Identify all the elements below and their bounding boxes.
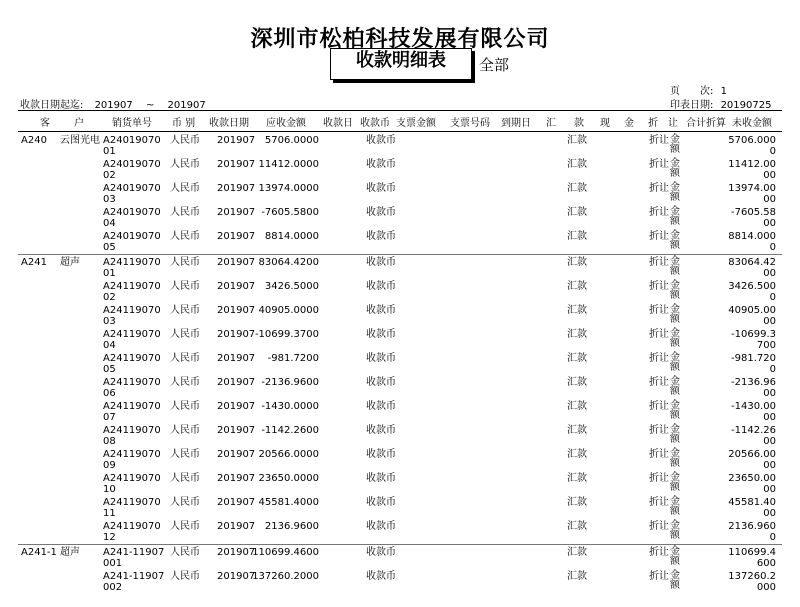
remit-type: 汇款 (567, 473, 587, 484)
receipt-currency: 收款币 (366, 231, 396, 242)
discount-label-b: 金额 (670, 496, 680, 517)
remit-type: 汇款 (567, 449, 587, 460)
remit-type: 汇款 (567, 159, 587, 170)
discount-label-a: 折让 (649, 329, 669, 340)
doc-number: A241-11907002 (103, 571, 165, 593)
doc-number: A2411907002 (103, 281, 161, 303)
discount-label-b: 金额 (670, 570, 680, 591)
doc-number: A2411907011 (103, 497, 161, 519)
unreceived-amount: 23650.0000 (728, 473, 776, 495)
unreceived-amount: -7605.5800 (731, 207, 776, 229)
discount-label-b: 金额 (670, 546, 680, 567)
currency: 人民币 (170, 207, 200, 218)
discount-label-b: 金额 (670, 352, 680, 373)
receipt-date: 201907 (217, 521, 256, 532)
currency: 人民币 (170, 231, 200, 242)
col-currency: 币 别 (172, 118, 196, 129)
receivable-amount: 20566.0000 (258, 449, 319, 460)
remit-type: 汇款 (567, 305, 587, 316)
discount-label-a: 折让 (649, 521, 669, 532)
col-receipt-day: 收款日 (323, 118, 353, 129)
receipt-currency: 收款币 (366, 183, 396, 194)
doc-number: A2401907002 (103, 159, 161, 181)
company-name: 深圳市松柏科技发展有限公司 (250, 26, 550, 52)
customer-name: 云图光电 (60, 135, 100, 146)
currency: 人民币 (170, 425, 200, 436)
unreceived-amount: 3426.5000 (728, 281, 776, 303)
receipt-date: 201907 (217, 231, 256, 242)
currency: 人民币 (170, 353, 200, 364)
group-divider (18, 254, 782, 255)
discount-label-b: 金额 (670, 134, 680, 155)
discount-label-a: 折让 (649, 183, 669, 194)
receipt-date: 201907 (217, 159, 256, 170)
currency: 人民币 (170, 305, 200, 316)
currency: 人民币 (170, 547, 200, 558)
col-total-discount: 合计折算 (686, 118, 726, 129)
unreceived-amount: -2136.9600 (731, 377, 776, 399)
discount-label-b: 金额 (670, 328, 680, 349)
receipt-date: 201907 (217, 353, 256, 364)
col-receipt-date: 收款日期 (209, 118, 249, 129)
receipt-date: 201907 (217, 207, 256, 218)
discount-label-b: 金额 (670, 400, 680, 421)
unreceived-amount: 11412.0000 (728, 159, 776, 181)
receivable-amount: 11412.0000 (258, 159, 319, 170)
receipt-currency: 收款币 (366, 571, 396, 582)
unreceived-amount: 40905.0000 (728, 305, 776, 327)
discount-label-a: 折让 (649, 231, 669, 242)
discount-label-a: 折让 (649, 473, 669, 484)
receipt-currency: 收款币 (366, 329, 396, 340)
col-customer-2: 户 (74, 118, 84, 129)
remit-type: 汇款 (567, 257, 587, 268)
receivable-amount: 23650.0000 (258, 473, 319, 484)
currency: 人民币 (170, 497, 200, 508)
remit-type: 汇款 (567, 329, 587, 340)
discount-label-a: 折让 (649, 497, 669, 508)
remit-type: 汇款 (567, 547, 587, 558)
print-date-value: 20190725 (720, 100, 772, 111)
col-receivable: 应收金额 (266, 118, 306, 129)
unreceived-amount: -10699.3700 (731, 329, 776, 351)
receivable-amount: 13974.0000 (258, 183, 319, 194)
currency: 人民币 (170, 449, 200, 460)
receipt-date: 201907 (217, 401, 256, 412)
report-scope: 全部 (479, 56, 510, 74)
discount-label-b: 金额 (670, 256, 680, 277)
customer-code: A240 (21, 135, 47, 146)
header-rule-top (18, 110, 782, 111)
doc-number: A2401907005 (103, 231, 161, 253)
date-range (20, 96, 206, 111)
currency: 人民币 (170, 521, 200, 532)
currency: 人民币 (170, 473, 200, 484)
date-range-to: 201907 (167, 100, 206, 111)
doc-number: A2411907007 (103, 401, 161, 423)
col-doc-no: 销货单号 (112, 118, 152, 129)
discount-label-b: 金额 (670, 520, 680, 541)
receipt-currency: 收款币 (366, 353, 396, 364)
receipt-date: 201907 (217, 281, 256, 292)
discount-label-a: 折让 (649, 281, 669, 292)
receivable-amount: 45581.4000 (258, 497, 319, 508)
col-remit-2: 款 (574, 118, 584, 129)
page-number (670, 82, 727, 97)
receivable-amount: 83064.4200 (258, 257, 319, 268)
receipt-currency: 收款币 (366, 449, 396, 460)
discount-label-b: 金额 (670, 280, 680, 301)
receipt-currency: 收款币 (366, 159, 396, 170)
date-range-from: 201907 (94, 100, 133, 111)
receivable-amount: -981.7200 (267, 353, 319, 364)
unreceived-amount: 8814.0000 (728, 231, 776, 253)
col-remit-3: 现 (600, 118, 610, 129)
receipt-date: 201907 (217, 473, 256, 484)
receipt-currency: 收款币 (366, 521, 396, 532)
doc-number: A2401907001 (103, 135, 161, 157)
doc-number: A2411907012 (103, 521, 161, 543)
group-divider (18, 544, 782, 545)
remit-type: 汇款 (567, 231, 587, 242)
currency: 人民币 (170, 377, 200, 388)
receipt-currency: 收款币 (366, 281, 396, 292)
currency: 人民币 (170, 329, 200, 340)
unreceived-amount: 2136.9600 (728, 521, 776, 543)
remit-type: 汇款 (567, 207, 587, 218)
receipt-currency: 收款币 (366, 401, 396, 412)
customer-name: 超声 (60, 257, 80, 268)
receivable-amount: -1142.2600 (261, 425, 319, 436)
receipt-date: 201907 (217, 497, 256, 508)
receipt-date: 201907 (217, 547, 256, 558)
remit-type: 汇款 (567, 521, 587, 532)
col-unreceived: 未收金额 (732, 118, 772, 129)
unreceived-amount: 13974.0000 (728, 183, 776, 205)
currency: 人民币 (170, 159, 200, 170)
receivable-amount: -1430.0000 (261, 401, 319, 412)
receipt-date: 201907 (217, 305, 256, 316)
unreceived-amount: 83064.4200 (728, 257, 776, 279)
currency: 人民币 (170, 281, 200, 292)
col-customer-1: 客 (40, 118, 50, 129)
discount-label-b: 金额 (670, 448, 680, 469)
doc-number: A2411907001 (103, 257, 161, 279)
doc-number: A2411907008 (103, 425, 161, 447)
discount-label-b: 金额 (670, 472, 680, 493)
receipt-currency: 收款币 (366, 135, 396, 146)
receivable-amount: 5706.0000 (264, 135, 319, 146)
doc-number: A2411907003 (103, 305, 161, 327)
remit-type: 汇款 (567, 425, 587, 436)
receipt-currency: 收款币 (366, 547, 396, 558)
page-value: 1 (720, 86, 727, 97)
receipt-currency: 收款币 (366, 425, 396, 436)
discount-label-b: 金额 (670, 206, 680, 227)
doc-number: A2401907004 (103, 207, 161, 229)
remit-type: 汇款 (567, 401, 587, 412)
receipt-date: 201907 (217, 377, 256, 388)
receivable-amount: 40905.0000 (258, 305, 319, 316)
discount-label-a: 折让 (649, 571, 669, 582)
discount-label-b: 金额 (670, 158, 680, 179)
receipt-date: 201907 (217, 571, 256, 582)
col-discount-1: 折 (648, 118, 658, 129)
discount-label-a: 折让 (649, 257, 669, 268)
discount-label-a: 折让 (649, 353, 669, 364)
col-remit-4: 金 (624, 118, 634, 129)
remit-type: 汇款 (567, 281, 587, 292)
discount-label-a: 折让 (649, 547, 669, 558)
receipt-date: 201907 (217, 135, 256, 146)
receipt-currency: 收款币 (366, 497, 396, 508)
receipt-date: 201907 (217, 329, 256, 340)
date-range-sep: ~ (145, 100, 155, 111)
col-receipt-currency: 收款币 (360, 118, 390, 129)
currency: 人民币 (170, 257, 200, 268)
receipt-currency: 收款币 (366, 377, 396, 388)
receipt-date: 201907 (217, 425, 256, 436)
unreceived-amount: 5706.0000 (728, 135, 776, 157)
discount-label-b: 金额 (670, 424, 680, 445)
col-check-no: 支票号码 (450, 118, 490, 129)
discount-label-b: 金额 (670, 182, 680, 203)
unreceived-amount: 20566.0000 (728, 449, 776, 471)
customer-code: A241-1 (21, 547, 57, 558)
print-date (670, 96, 771, 111)
unreceived-amount: 45581.4000 (728, 497, 776, 519)
report-title: 收款明细表 (330, 48, 472, 80)
customer-name: 超声 (60, 547, 80, 558)
unreceived-amount: -1430.0000 (731, 401, 776, 423)
receivable-amount: -7605.5800 (261, 207, 319, 218)
discount-label-a: 折让 (649, 425, 669, 436)
receipt-date: 201907 (217, 449, 256, 460)
currency: 人民币 (170, 135, 200, 146)
remit-type: 汇款 (567, 377, 587, 388)
receipt-date: 201907 (217, 257, 256, 268)
receivable-amount: 3426.5000 (264, 281, 319, 292)
receipt-currency: 收款币 (366, 207, 396, 218)
doc-number: A2411907006 (103, 377, 161, 399)
remit-type: 汇款 (567, 135, 587, 146)
remit-type: 汇款 (567, 183, 587, 194)
discount-label-a: 折让 (649, 377, 669, 388)
receivable-amount: -10699.3700 (254, 329, 319, 340)
discount-label-a: 折让 (649, 305, 669, 316)
unreceived-amount: -1142.2600 (731, 425, 776, 447)
doc-number: A2401907003 (103, 183, 161, 205)
discount-label-b: 金额 (670, 230, 680, 251)
customer-code: A241 (21, 257, 47, 268)
remit-type: 汇款 (567, 497, 587, 508)
doc-number: A2411907005 (103, 353, 161, 375)
discount-label-a: 折让 (649, 449, 669, 460)
doc-number: A2411907009 (103, 449, 161, 471)
receivable-amount: -2136.9600 (261, 377, 319, 388)
receipt-currency: 收款币 (366, 473, 396, 484)
remit-type: 汇款 (567, 571, 587, 582)
doc-number: A2411907010 (103, 473, 161, 495)
print-date-label: 印表日期: (670, 100, 714, 111)
col-remit-1: 汇 (546, 118, 556, 129)
doc-number: A2411907004 (103, 329, 161, 351)
receipt-currency: 收款币 (366, 305, 396, 316)
col-discount-2: 让 (668, 118, 678, 129)
col-due-date: 到期日 (501, 118, 531, 129)
discount-label-a: 折让 (649, 207, 669, 218)
doc-number: A241-11907001 (103, 547, 165, 569)
receivable-amount: 137260.2000 (252, 571, 319, 582)
remit-type: 汇款 (567, 353, 587, 364)
receivable-amount: 8814.0000 (264, 231, 319, 242)
discount-label-a: 折让 (649, 135, 669, 146)
receivable-amount: 110699.4600 (252, 547, 319, 558)
page-label: 页 次: (670, 86, 714, 97)
receivable-amount: 2136.9600 (264, 521, 319, 532)
discount-label-a: 折让 (649, 401, 669, 412)
unreceived-amount: -981.7200 (731, 353, 776, 375)
currency: 人民币 (170, 183, 200, 194)
unreceived-amount: 110699.4600 (728, 547, 776, 569)
discount-label-b: 金额 (670, 376, 680, 397)
header-rule-bottom (18, 131, 782, 132)
receipt-currency: 收款币 (366, 257, 396, 268)
discount-label-a: 折让 (649, 159, 669, 170)
receipt-date: 201907 (217, 183, 256, 194)
date-range-label: 收款日期起迄: (20, 100, 84, 111)
discount-label-b: 金额 (670, 304, 680, 325)
currency: 人民币 (170, 571, 200, 582)
unreceived-amount: 137260.2000 (728, 571, 776, 593)
currency: 人民币 (170, 401, 200, 412)
col-check-amount: 支票金额 (396, 118, 436, 129)
